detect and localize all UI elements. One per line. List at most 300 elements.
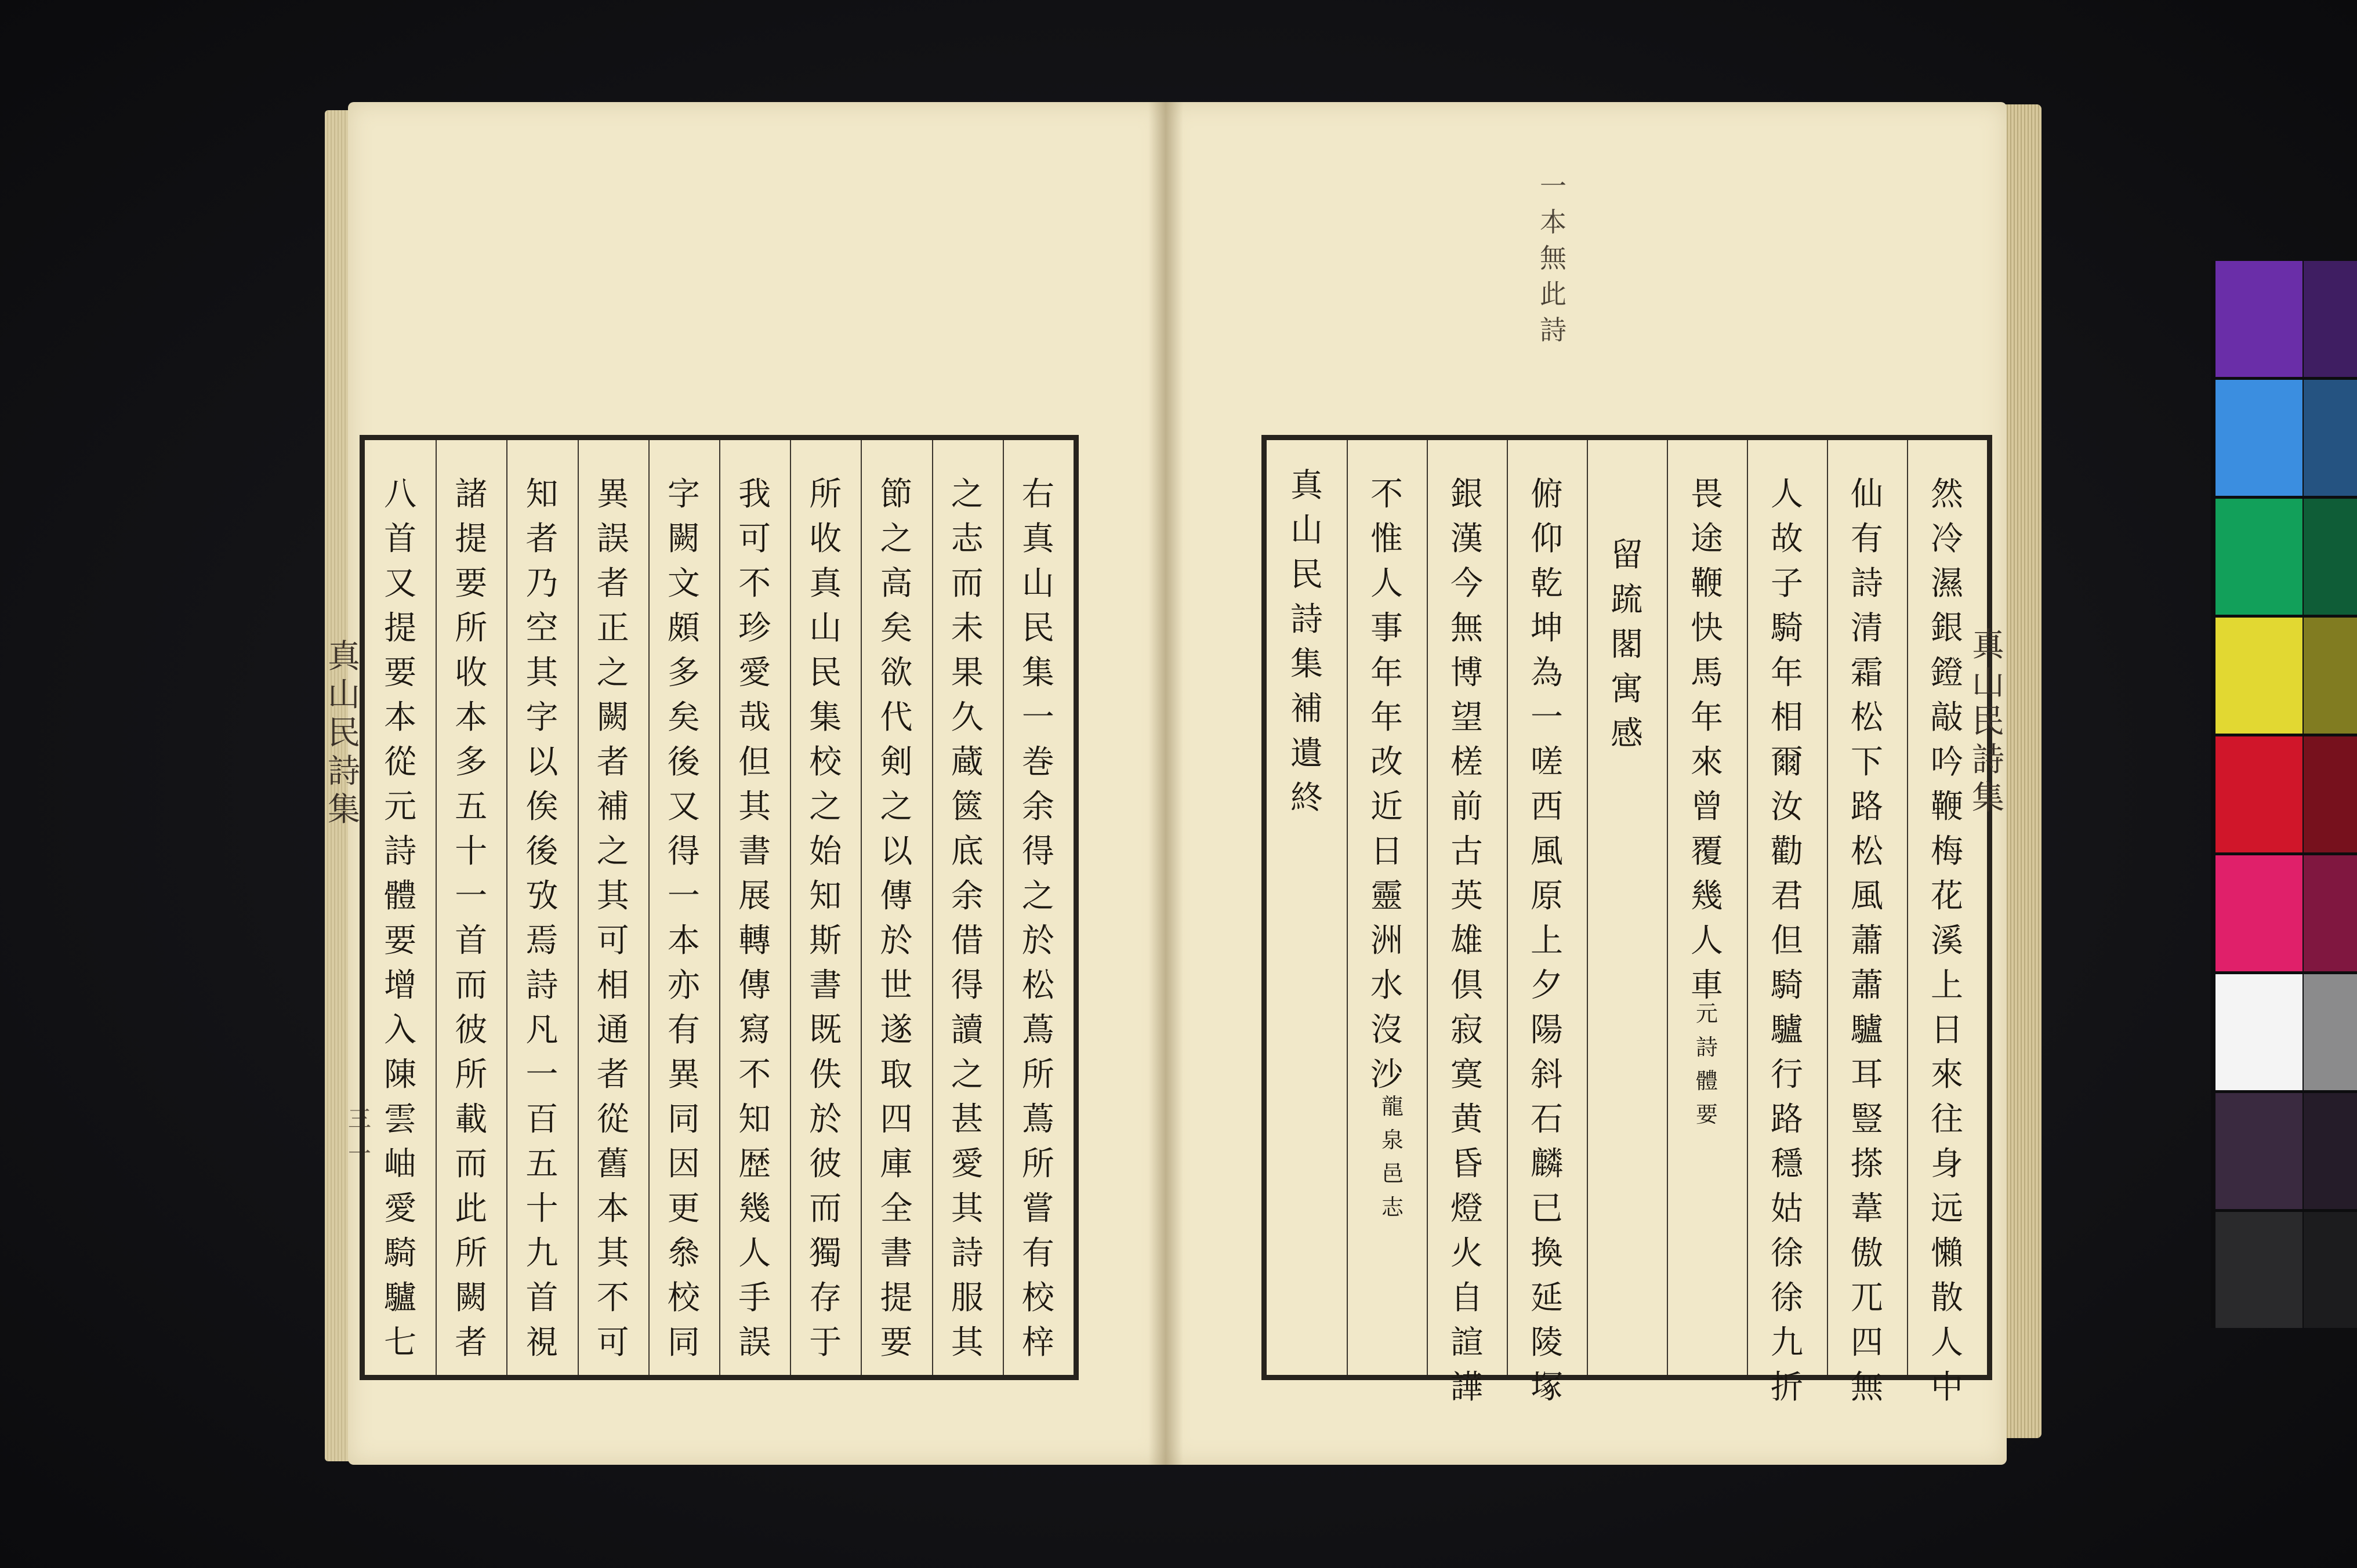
character: 來 xyxy=(1691,743,1723,781)
character: 詩 xyxy=(525,967,559,1004)
character: 黄 xyxy=(1451,1101,1483,1138)
character: 要 xyxy=(880,1324,913,1362)
character: 代 xyxy=(880,699,913,736)
character: 古 xyxy=(1451,833,1483,870)
character: 詩 xyxy=(1290,601,1323,638)
character: 人 xyxy=(1771,476,1803,513)
character: 集 xyxy=(1021,654,1054,692)
character: 幾 xyxy=(1691,877,1723,915)
character: 世 xyxy=(880,967,913,1004)
character: 所 xyxy=(455,1056,488,1094)
character: 俟 xyxy=(525,788,559,826)
character: 補 xyxy=(1290,690,1323,728)
column-rule xyxy=(1747,440,1748,1375)
left-hanshin-title xyxy=(328,638,360,829)
character: 四 xyxy=(880,1101,913,1138)
character: 火 xyxy=(1451,1235,1483,1272)
character: 誤 xyxy=(596,520,629,558)
character: 後 xyxy=(525,833,559,870)
character: 有 xyxy=(1021,1235,1054,1272)
color-patch-tint xyxy=(2304,974,2357,1090)
character: 之 xyxy=(809,788,842,826)
source-note-longquan xyxy=(1361,1090,1424,1224)
character: 不 xyxy=(738,565,771,602)
character: 集 xyxy=(1290,645,1323,683)
character: 補 xyxy=(596,788,629,826)
character: 之 xyxy=(596,833,629,870)
character: 通 xyxy=(596,1011,629,1049)
character: 矣 xyxy=(880,609,913,647)
character: 本 xyxy=(667,922,700,960)
character: 蔵 xyxy=(951,743,984,781)
character: 知 xyxy=(525,476,559,513)
text-column xyxy=(793,472,857,1365)
color-patch-tint xyxy=(2304,499,2357,615)
character: 相 xyxy=(596,967,629,1004)
character: 驢 xyxy=(1851,1011,1883,1049)
character: 驢 xyxy=(384,1279,417,1317)
character: 者 xyxy=(525,520,559,558)
character: 余 xyxy=(951,877,984,915)
character: 岫 xyxy=(384,1145,417,1183)
character: 愛 xyxy=(384,1190,417,1228)
character: 彼 xyxy=(455,1011,488,1049)
character: 詩 xyxy=(1972,741,2004,779)
character: 君 xyxy=(1771,877,1803,915)
character: 詩 xyxy=(384,833,417,870)
character: 燈 xyxy=(1451,1190,1483,1228)
character: 者 xyxy=(596,743,629,781)
character: 所 xyxy=(809,476,842,513)
character: 書 xyxy=(809,967,842,1004)
character: 勸 xyxy=(1771,833,1803,870)
character: 一 xyxy=(1540,170,1567,202)
character: 龍 xyxy=(1381,1094,1404,1119)
character: 已 xyxy=(1531,1190,1563,1228)
color-patch xyxy=(2215,380,2302,496)
character: 槎 xyxy=(1451,743,1483,781)
character: 校 xyxy=(1021,1279,1054,1317)
character: 原 xyxy=(1531,877,1563,915)
character: 收 xyxy=(455,654,488,692)
character: 敲 xyxy=(1931,699,1963,736)
character: 要 xyxy=(384,654,417,692)
text-column xyxy=(1515,472,1579,1410)
text-column xyxy=(723,472,786,1365)
character: 銀 xyxy=(1931,609,1963,647)
character: 九 xyxy=(525,1235,559,1272)
character: 多 xyxy=(455,743,488,781)
character: 入 xyxy=(384,1011,417,1049)
character: 斯 xyxy=(809,922,842,960)
character: 增 xyxy=(384,967,417,1004)
character: 一 xyxy=(348,1141,371,1167)
character: 坤 xyxy=(1531,609,1563,647)
character: 上 xyxy=(1531,922,1563,960)
character: 事 xyxy=(1370,609,1403,647)
character: 庫 xyxy=(880,1145,913,1183)
character: 可 xyxy=(596,922,629,960)
character: 年 xyxy=(1370,654,1403,692)
character: 洲 xyxy=(1370,922,1403,960)
text-column xyxy=(510,472,574,1365)
character: 一 xyxy=(525,1056,559,1094)
character: 書 xyxy=(880,1235,913,1272)
column-rule xyxy=(861,440,862,1375)
character: 風 xyxy=(1851,877,1883,915)
character: 愛 xyxy=(951,1145,984,1183)
character: 無 xyxy=(1540,242,1567,274)
character: 舊 xyxy=(596,1145,629,1183)
character: 民 xyxy=(809,654,842,692)
character: 剣 xyxy=(880,743,913,781)
character: 凡 xyxy=(525,1011,559,1049)
source-note-yuan xyxy=(1675,997,1739,1131)
character: 四 xyxy=(1851,1324,1883,1362)
character: 留 xyxy=(1611,536,1643,574)
character: 異 xyxy=(596,476,629,513)
character: 溪 xyxy=(1931,922,1963,960)
character: 車 xyxy=(1691,967,1723,1004)
character: 驢 xyxy=(1771,1011,1803,1049)
character: 鞭 xyxy=(1931,788,1963,826)
character: 篋 xyxy=(951,788,984,826)
character: 不 xyxy=(738,1056,771,1094)
character: 體 xyxy=(384,877,417,915)
character: 十 xyxy=(455,833,488,870)
text-column xyxy=(1006,472,1070,1365)
character: 徐 xyxy=(1771,1235,1803,1272)
character: 陽 xyxy=(1531,1011,1563,1049)
character: 展 xyxy=(738,877,771,915)
character: 不 xyxy=(1370,476,1403,513)
column-rule xyxy=(578,440,579,1375)
character: 十 xyxy=(525,1190,559,1228)
character: 有 xyxy=(667,1011,700,1049)
character: 松 xyxy=(1851,833,1883,870)
character: 傳 xyxy=(880,877,913,915)
text-column xyxy=(1675,472,1739,1008)
character: 果 xyxy=(951,654,984,692)
character: 久 xyxy=(951,699,984,736)
character: 百 xyxy=(525,1101,559,1138)
character: 西 xyxy=(1531,788,1563,826)
text-column xyxy=(1755,472,1819,1410)
text-column xyxy=(935,472,999,1365)
character: 夕 xyxy=(1531,967,1563,1004)
color-patch-tint xyxy=(2304,1212,2357,1328)
character: 乾 xyxy=(1531,565,1563,602)
character: 志 xyxy=(1381,1195,1404,1220)
character: 仰 xyxy=(1531,520,1563,558)
character: 甚 xyxy=(951,1101,984,1138)
character: 之 xyxy=(951,476,984,513)
character: 諠 xyxy=(1451,1324,1483,1362)
character: 首 xyxy=(525,1279,559,1317)
character: 穩 xyxy=(1771,1145,1803,1183)
character: 本 xyxy=(384,699,417,736)
character: 無 xyxy=(1851,1369,1883,1406)
character: 徐 xyxy=(1771,1279,1803,1317)
character: 未 xyxy=(951,609,984,647)
character: 改 xyxy=(1370,743,1403,781)
character: 感 xyxy=(1611,715,1643,753)
column-rule xyxy=(1507,440,1508,1375)
character: 仙 xyxy=(1851,476,1883,513)
character: 歴 xyxy=(738,1145,771,1183)
character: 远 xyxy=(1931,1190,1963,1228)
character: 服 xyxy=(951,1279,984,1317)
character: 沙 xyxy=(1370,1056,1403,1094)
character: 收 xyxy=(809,520,842,558)
column-rule xyxy=(790,440,791,1375)
color-patch xyxy=(2215,1093,2302,1209)
character: 騎 xyxy=(384,1235,417,1272)
character: 本 xyxy=(455,699,488,736)
character: 可 xyxy=(738,520,771,558)
text-column xyxy=(1835,472,1899,1410)
character: 本 xyxy=(596,1190,629,1228)
character: 提 xyxy=(880,1279,913,1317)
character: 梅 xyxy=(1931,833,1963,870)
color-patch-tint xyxy=(2304,855,2357,971)
text-column xyxy=(1435,472,1499,1410)
character: 今 xyxy=(1451,565,1483,602)
character: 志 xyxy=(951,520,984,558)
character: 濕 xyxy=(1931,565,1963,602)
character: 元 xyxy=(1695,1001,1718,1026)
character: 人 xyxy=(738,1235,771,1272)
column-rule xyxy=(1587,440,1588,1375)
character: 爾 xyxy=(1771,743,1803,781)
character: 身 xyxy=(1931,1145,1963,1183)
character: 攷 xyxy=(525,877,559,915)
color-patch-tint xyxy=(2304,736,2357,852)
character: 行 xyxy=(1771,1056,1803,1094)
character: 一 xyxy=(667,877,700,915)
character: 幾 xyxy=(738,1190,771,1228)
character: 前 xyxy=(1451,788,1483,826)
character: 寂 xyxy=(1451,1011,1483,1049)
character: 耳 xyxy=(1851,1056,1883,1094)
character: 蔦 xyxy=(1021,1101,1054,1138)
character: 詩 xyxy=(1695,1035,1718,1060)
character: 焉 xyxy=(525,922,559,960)
character: 詩 xyxy=(1540,314,1567,346)
character: 望 xyxy=(1451,699,1483,736)
character: 葦 xyxy=(1851,1190,1883,1228)
character: 之 xyxy=(880,788,913,826)
character: 石 xyxy=(1531,1101,1563,1138)
text-column xyxy=(1355,472,1419,1097)
character: 本 xyxy=(1540,206,1567,238)
character: 要 xyxy=(455,565,488,602)
character: 闕 xyxy=(667,520,700,558)
character: 寫 xyxy=(738,1011,771,1049)
character: 陳 xyxy=(384,1056,417,1094)
character: 換 xyxy=(1531,1235,1563,1272)
column-rule xyxy=(932,440,933,1375)
character: 者 xyxy=(596,1056,629,1094)
character: 詩 xyxy=(328,753,360,790)
character: 後 xyxy=(667,743,700,781)
character: 真 xyxy=(1290,467,1323,504)
character: 叅 xyxy=(667,1235,700,1272)
column-rule xyxy=(436,440,437,1375)
character: 底 xyxy=(951,833,984,870)
character: 校 xyxy=(809,743,842,781)
character: 知 xyxy=(809,877,842,915)
character: 鞭 xyxy=(1691,565,1723,602)
character: 然 xyxy=(1931,476,1963,513)
character: 諸 xyxy=(455,476,488,513)
character: 右 xyxy=(1021,476,1054,513)
character: 冷 xyxy=(1931,520,1963,558)
character: 豎 xyxy=(1851,1101,1883,1138)
character: 覆 xyxy=(1691,833,1723,870)
character: 頗 xyxy=(667,609,700,647)
character: 闕 xyxy=(455,1279,488,1317)
character: 一 xyxy=(1021,699,1054,736)
character: 矣 xyxy=(667,699,700,736)
character: 愛 xyxy=(738,654,771,692)
character: 斜 xyxy=(1531,1056,1563,1094)
character: 三 xyxy=(348,1106,371,1133)
column-rule xyxy=(1427,440,1428,1375)
character: 嘗 xyxy=(1021,1190,1054,1228)
character: 而 xyxy=(809,1190,842,1228)
character: 山 xyxy=(1290,511,1323,549)
character: 得 xyxy=(951,967,984,1004)
colophon-title-column xyxy=(1275,463,1339,821)
character: 多 xyxy=(667,654,700,692)
character: 真 xyxy=(1021,520,1054,558)
character: 靈 xyxy=(1370,877,1403,915)
character: 吟 xyxy=(1931,743,1963,781)
character: 為 xyxy=(1531,654,1563,692)
character: 日 xyxy=(1370,833,1403,870)
character: 相 xyxy=(1771,699,1803,736)
character: 其 xyxy=(525,654,559,692)
character: 之 xyxy=(951,1056,984,1094)
character: 九 xyxy=(1771,1324,1803,1362)
character: 者 xyxy=(455,1324,488,1362)
character: 兀 xyxy=(1851,1279,1883,1317)
character: 獨 xyxy=(809,1235,842,1272)
character: 其 xyxy=(951,1190,984,1228)
column-rule xyxy=(719,440,720,1375)
character: 以 xyxy=(525,743,559,781)
column-rule xyxy=(1347,440,1348,1375)
character: 山 xyxy=(809,609,842,647)
character: 雄 xyxy=(1451,922,1483,960)
character: 麟 xyxy=(1531,1145,1563,1183)
character: 欲 xyxy=(880,654,913,692)
character: 近 xyxy=(1370,788,1403,826)
column-rule xyxy=(1003,440,1004,1375)
character: 風 xyxy=(1531,833,1563,870)
character: 民 xyxy=(1972,703,2004,741)
color-patch-tint xyxy=(2304,618,2357,734)
character: 提 xyxy=(384,609,417,647)
character: 下 xyxy=(1851,743,1883,781)
character: 䟽 xyxy=(1611,581,1643,619)
character: 沒 xyxy=(1370,1011,1403,1049)
color-patch xyxy=(2215,974,2302,1090)
character: 節 xyxy=(880,476,913,513)
character: 同 xyxy=(667,1101,700,1138)
character: 手 xyxy=(738,1279,771,1317)
character: 文 xyxy=(667,565,700,602)
character: 往 xyxy=(1931,1101,1963,1138)
character: 蔦 xyxy=(1021,1011,1054,1049)
character: 哉 xyxy=(738,699,771,736)
character: 花 xyxy=(1931,877,1963,915)
character: 民 xyxy=(328,714,360,752)
character: 要 xyxy=(1695,1102,1718,1127)
character: 散 xyxy=(1931,1279,1963,1317)
character: 視 xyxy=(525,1324,559,1362)
character: 彼 xyxy=(809,1145,842,1183)
character: 騎 xyxy=(1771,609,1803,647)
character: 陵 xyxy=(1531,1324,1563,1362)
character: 同 xyxy=(667,1324,700,1362)
character: 鐙 xyxy=(1931,654,1963,692)
character: 要 xyxy=(384,922,417,960)
character: 路 xyxy=(1771,1101,1803,1138)
character: 乃 xyxy=(525,565,559,602)
character: 異 xyxy=(667,1056,700,1094)
text-column xyxy=(865,472,929,1365)
color-patch xyxy=(2215,499,2302,615)
character: 誤 xyxy=(738,1324,771,1362)
character: 首 xyxy=(384,520,417,558)
character: 集 xyxy=(328,791,360,829)
character: 惟 xyxy=(1370,520,1403,558)
character: 所 xyxy=(1021,1145,1054,1183)
character: 之 xyxy=(596,654,629,692)
character: 終 xyxy=(1290,779,1323,817)
character: 故 xyxy=(1771,520,1803,558)
character: 年 xyxy=(1370,699,1403,736)
character: 遺 xyxy=(1290,735,1323,772)
character: 閣 xyxy=(1611,626,1643,663)
color-patch-tint xyxy=(2304,261,2357,377)
character: 無 xyxy=(1451,609,1483,647)
character: 於 xyxy=(809,1101,842,1138)
character: 余 xyxy=(1021,788,1054,826)
character: 其 xyxy=(596,1235,629,1272)
character: 真 xyxy=(1972,626,2004,664)
character: 寓 xyxy=(1611,670,1643,708)
character: 延 xyxy=(1531,1279,1563,1317)
character: 真 xyxy=(328,638,360,676)
character: 漢 xyxy=(1451,520,1483,558)
character: 蕭 xyxy=(1851,967,1883,1004)
character: 不 xyxy=(596,1279,629,1317)
character: 字 xyxy=(525,699,559,736)
character: 雲 xyxy=(384,1101,417,1138)
text-column xyxy=(652,472,716,1365)
character: 五 xyxy=(525,1145,559,1183)
color-patch xyxy=(2215,261,2302,377)
character: 我 xyxy=(738,476,771,513)
character: 而 xyxy=(455,1145,488,1183)
character: 巻 xyxy=(1021,743,1054,781)
character: 泉 xyxy=(1381,1127,1404,1153)
character: 八 xyxy=(384,476,417,513)
character: 闕 xyxy=(596,699,629,736)
